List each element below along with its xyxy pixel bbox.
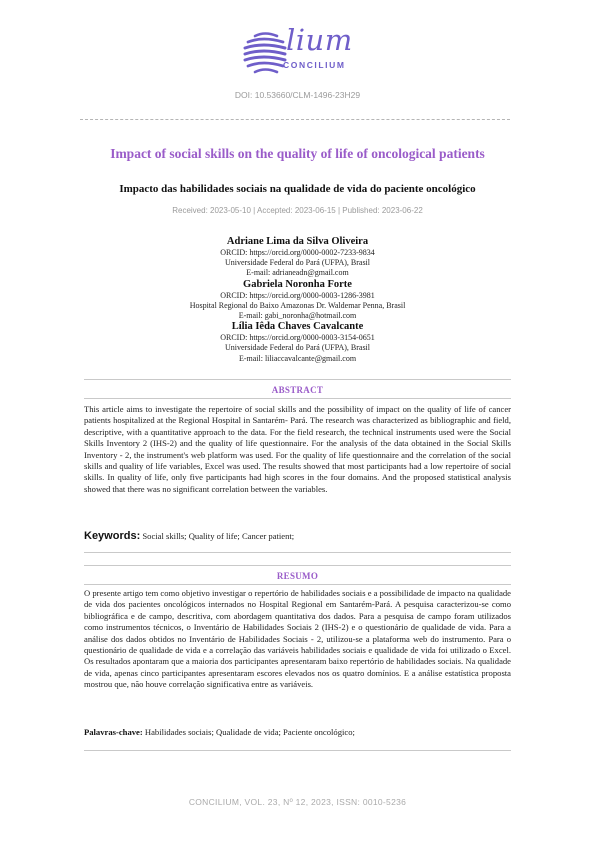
- article-title-english: Impact of social skills on the quality of life of oncological patients: [110, 146, 485, 161]
- resumo-bottom-rule: [84, 584, 511, 585]
- author-affiliation: Universidade Federal do Pará (UFPA), Brasil: [224, 343, 370, 353]
- author-email[interactable]: E-mail: gabi_noronha@hotmail.com: [238, 311, 357, 321]
- keywords-value: Social skills; Quality of life; Cancer patient;: [142, 531, 295, 541]
- palavras-chave-line: [84, 727, 511, 737]
- publication-dates: Received: 2023-05-10 | Accepted: 2023-06-15 | Published: 2023-06-22: [172, 206, 423, 215]
- author-affiliation: Hospital Regional do Baixo Amazonas Dr. Waldemar Penna, Brasil: [189, 300, 406, 310]
- palavras-chave-label: Palavras-chave:: [84, 727, 143, 737]
- author-block: [0, 279, 595, 322]
- journal-footer: CONCILIUM, VOL. 23, Nº 12, 2023, ISSN: 0010-5236: [188, 797, 407, 807]
- header-divider: [80, 119, 510, 120]
- journal-logo: [243, 23, 355, 76]
- author-orcid[interactable]: ORCID: https://orcid.org/0000-0003-3154-0651: [220, 333, 375, 343]
- logo-subtitle: CONCILIUM: [283, 60, 346, 70]
- author-orcid[interactable]: ORCID: https://orcid.org/0000-0003-1286-3981: [220, 290, 375, 300]
- resumo-top-rule: [84, 565, 511, 566]
- author-email[interactable]: E-mail: liliaccavalcante@gmail.com: [238, 353, 357, 363]
- abstract-text: This article aims to investigate the repertoire of social skills and the possibility of impact on the quality of life of cancer patients hospitalized at the Regional Hospital in Santarém- Pará. The research was characterized as bibliographic and field, descriptive, with a quantitative approach to the data. For the field research, the technical instruments used were the Social Skills Inventory 2 (IHS-2) and the quality of life questionnaire. For the analysis of the data obtained in the Social Skills Inventory - 2, the instrument's web platform was used. For the quality of life questionnaire and the correlation of the social skills and quality of life variables, Excel was used. The results showed that most participants had a low repertoire of social skills. In quality of life, only five participants had high scores in the four domains. And the proposed statistical analysis showed that there was no significant correlation between the variables.: [84, 404, 511, 494]
- keywords-line: [84, 530, 511, 542]
- resumo-heading: RESUMO: [276, 571, 319, 581]
- abstract-heading: ABSTRACT: [271, 385, 324, 395]
- author-name: Adriane Lima da Silva Oliveira: [226, 236, 369, 247]
- author-name: Gabriela Noronha Forte: [243, 278, 352, 290]
- doi-line[interactable]: DOI: 10.53660/CLM-1496-23H29: [234, 90, 361, 100]
- author-name: Lília Iêda Chaves Cavalcante: [231, 321, 364, 333]
- author-affiliation: Universidade Federal do Pará (UFPA), Brasil: [224, 258, 370, 268]
- logo-wordmark: lium: [286, 23, 353, 57]
- abstract-end-rule: [84, 552, 511, 553]
- author-block: [0, 236, 595, 279]
- resumo-text: O presente artigo tem como objetivo investigar o repertório de habilidades sociais e a possibilidade de impacto na qualidade de vida dos pacientes oncológicos internados no Hospital Regional em Santarém-Pará. A pesquisa caracterizou-se como bibliográfica e de campo, descritiva, com abordagem quantitativa dos dados. Para a pesquisa de campo foram utilizados como instrumentos técnicos, o Inventário de Habilidades Sociais 2 (IHS-2) e o questionário de qualidade de vida. Para a análise dos dados obtidos no Inventário de Habilidades Sociais - 2, utilizou-se a plataforma web do instrumento. Para o questionário de qualidade de vida e a correlação das variáveis habilidades sociais e qualidade de vida foi utilizado o Excel. Os resultados apontaram que a maioria dos participantes apresentaram baixo repertório de habilidades sociais. Na qualidade de vida, apenas cinco participantes apresentaram escores elevados nos os quatro domínios. E a análise estatística proposta mostrou que, não houve correlação significativa entre as variáveis.: [84, 588, 511, 690]
- wave-lines-logo-icon: [243, 30, 287, 76]
- abstract-bottom-rule: [84, 398, 511, 399]
- author-email[interactable]: E-mail: adrianeadn@gmail.com: [246, 268, 349, 278]
- palavras-chave-value: Habilidades sociais; Qualidade de vida; Paciente oncológico;: [144, 727, 355, 737]
- author-list: [0, 236, 595, 364]
- author-orcid[interactable]: ORCID: https://orcid.org/0000-0002-7233-9834: [220, 248, 375, 257]
- abstract-top-rule: [84, 379, 511, 380]
- author-block: [0, 321, 595, 364]
- keywords-label: Keywords:: [84, 530, 141, 542]
- article-title-portuguese: Impacto das habilidades sociais na qualidade de vida do paciente oncológico: [119, 183, 476, 195]
- resumo-end-rule: [84, 750, 511, 751]
